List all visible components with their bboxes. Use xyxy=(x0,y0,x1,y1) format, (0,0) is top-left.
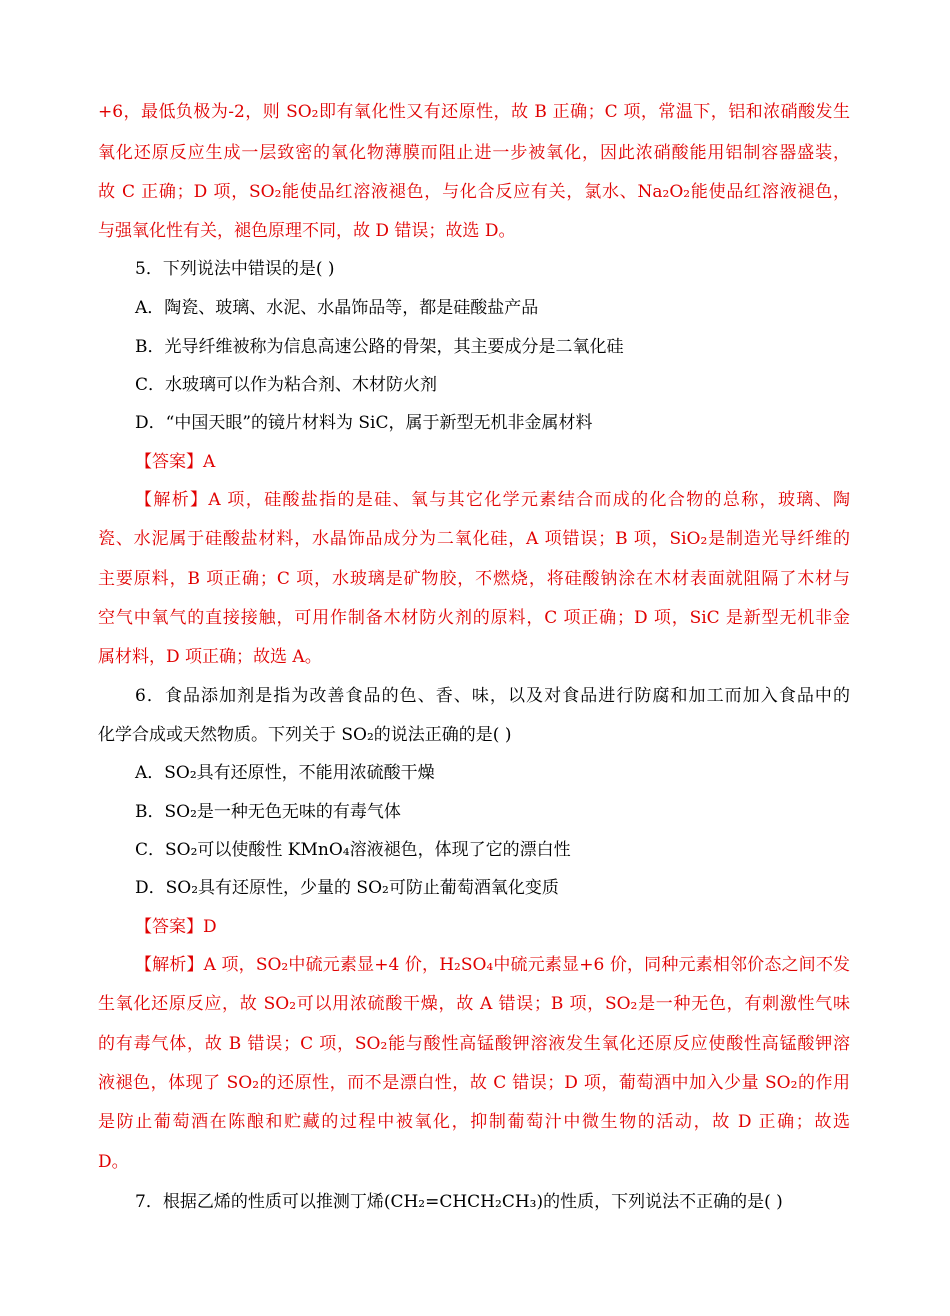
q6-stem-line-1: 6．食品添加剂是指为改善食品的色、香、味，以及对食品进行防腐和加工而加入食品中的 xyxy=(135,686,850,706)
prev-analysis-line-1: +6，最低负极为-2，则 SO₂即有氧化性又有还原性，故 B 正确；C 项，常温下，铝和浓硝酸发生 xyxy=(98,102,850,122)
q6-analysis-line-5: 是防止葡萄酒在陈酿和贮藏的过程中被氧化，抑制葡萄汁中微生物的活动，故 D 正确；故选 xyxy=(98,1112,850,1132)
q6-analysis-line-6: D。 xyxy=(98,1152,129,1172)
q6-answer: 【答案】D xyxy=(135,917,217,937)
q5-option-c: C．水玻璃可以作为粘合剂、木材防火剂 xyxy=(135,375,438,395)
q5-analysis-line-1: 【解析】A 项，硅酸盐指的是硅、氧与其它化学元素结合而成的化合物的总称，玻璃、陶 xyxy=(135,490,850,510)
prev-analysis-line-4: 与强氧化性有关，褪色原理不同，故 D 错误；故选 D。 xyxy=(98,221,516,241)
q5-option-a: A．陶瓷、玻璃、水泥、水晶饰品等，都是硅酸盐产品 xyxy=(135,298,539,318)
q5-analysis-line-2: 瓷、水泥属于硅酸盐材料，水晶饰品成分为二氧化硅，A 项错误；B 项，SiO₂是制造光导纤维的 xyxy=(98,529,850,549)
q5-option-b: B．光导纤维被称为信息高速公路的骨架，其主要成分是二氧化硅 xyxy=(135,337,624,357)
q6-option-b: B．SO₂是一种无色无味的有毒气体 xyxy=(135,802,401,822)
q6-stem-line-2: 化学合成或天然物质。下列关于 SO₂的说法正确的是( ) xyxy=(98,725,512,745)
q6-analysis-line-2: 生氧化还原反应，故 SO₂可以用浓硫酸干燥，故 A 错误；B 项，SO₂是一种无色，有刺激性气味 xyxy=(98,994,850,1014)
q6-option-d: D．SO₂具有还原性，少量的 SO₂可防止葡萄酒氧化变质 xyxy=(135,878,559,898)
q5-analysis-line-5: 属材料，D 项正确；故选 A。 xyxy=(98,647,322,667)
q6-analysis-line-1: 【解析】A 项，SO₂中硫元素显+4 价，H₂SO₄中硫元素显+6 价，同种元素相邻价态之间不发 xyxy=(135,955,850,975)
q6-option-c: C．SO₂可以使酸性 KMnO₄溶液褪色，体现了它的漂白性 xyxy=(135,840,571,860)
prev-analysis-line-2: 氧化还原反应生成一层致密的氧化物薄膜而阻止进一步被氧化，因此浓硝酸能用铝制容器盛装， xyxy=(98,143,850,163)
q5-analysis-line-3: 主要原料，B 项正确；C 项，水玻璃是矿物胶，不燃烧，将硅酸钠涂在木材表面就阻隔了木材与 xyxy=(98,569,850,589)
q6-analysis-line-4: 液褪色，体现了 SO₂的还原性，而不是漂白性，故 C 错误；D 项，葡萄酒中加入少量 SO₂的作用 xyxy=(98,1073,850,1093)
q7-stem: 7．根据乙烯的性质可以推测丁烯(CH₂=CHCH₂CH₃)的性质，下列说法不正确的是( ) xyxy=(135,1192,783,1212)
q5-analysis-line-4: 空气中氧气的直接接触，可用作制备木材防火剂的原料，C 项正确；D 项，SiC 是新型无机非金 xyxy=(98,608,850,628)
q6-option-a: A．SO₂具有还原性，不能用浓硫酸干燥 xyxy=(135,763,435,783)
q5-answer: 【答案】A xyxy=(135,452,216,472)
prev-analysis-line-3: 故 C 正确；D 项，SO₂能使品红溶液褪色，与化合反应有关，氯水、Na₂O₂能使品红溶液褪色， xyxy=(98,182,850,202)
q6-analysis-line-3: 的有毒气体，故 B 错误；C 项，SO₂能与酸性高锰酸钾溶液发生氧化还原反应使酸性高锰酸钾溶 xyxy=(98,1034,850,1054)
q5-option-d: D．“中国天眼”的镜片材料为 SiC，属于新型无机非金属材料 xyxy=(135,413,593,433)
q5-stem: 5．下列说法中错误的是( ) xyxy=(135,259,335,279)
